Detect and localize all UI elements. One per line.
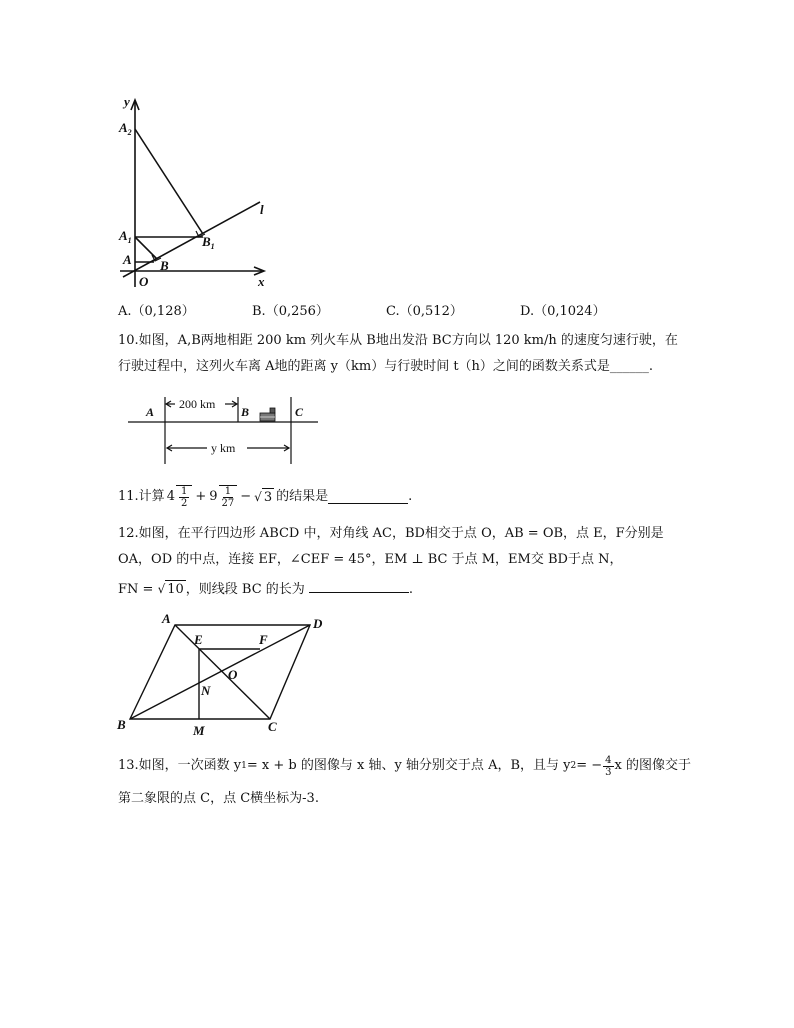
diagonal-bd bbox=[130, 625, 310, 719]
label-a: A bbox=[162, 611, 171, 626]
sqrt-3: 3 bbox=[263, 489, 273, 505]
label-f: F bbox=[259, 632, 268, 647]
label-b1: $B_1$ bbox=[202, 234, 215, 251]
label-200km: 200 km bbox=[179, 397, 216, 411]
q12-line3: FN = √ 10 ，则线段 BC 的长为 . bbox=[118, 579, 413, 599]
label-ykm: y km bbox=[211, 441, 236, 455]
figure-q9 bbox=[110, 92, 280, 297]
figure-q12 bbox=[110, 607, 340, 742]
label-o: O bbox=[228, 667, 238, 682]
label-d: D bbox=[313, 616, 323, 631]
sqrt-one-27th: $\frac{1}{27}$ bbox=[219, 485, 238, 509]
label-c: C bbox=[295, 405, 304, 419]
answer-blank-q11[interactable] bbox=[328, 490, 408, 504]
choice-a: A.（0,128） bbox=[118, 304, 195, 319]
label-a1: $A_1$ bbox=[119, 228, 132, 245]
q13-line1: 13.如图，一次函数 y 1 = x + b 的图像与 x 轴、y 轴分别交于点 A，B，且与 y 2 = − $\frac{4}{3}$ x 的图像交于 bbox=[118, 754, 691, 778]
segment-a1b bbox=[135, 237, 157, 259]
label-e: E bbox=[194, 632, 203, 647]
label-x: x bbox=[258, 274, 265, 289]
q10-line1: 10.如图，A,B两地相距 200 km 列火车从 B地出发沿 BC方向以 120 km/h 的速度匀速行驶，在 bbox=[118, 333, 678, 348]
label-a: A bbox=[146, 405, 155, 419]
q11-line: 11.计算 4 $\frac{1}{2}$ + 9 $\frac{1}{27}$ − √ 3 的结果是 . bbox=[118, 486, 413, 509]
choice-b: B.（0,256） bbox=[252, 304, 329, 319]
q13-line2: 第二象限的点 C，点 C横坐标为-3. bbox=[118, 791, 319, 806]
q12-line1: 12.如图，在平行四边形 ABCD 中，对角线 AC，BD相交于点 O，AB = OB，点 E，F分别是 bbox=[118, 526, 664, 541]
label-b: B bbox=[160, 258, 169, 273]
figure-q10 bbox=[125, 392, 325, 467]
diagonal-ac bbox=[175, 625, 270, 719]
train-icon bbox=[260, 408, 275, 421]
choice-c: C.（0,512） bbox=[386, 304, 463, 319]
label-b: B bbox=[241, 405, 250, 419]
fraction-4-3: $\frac{4}{3}$ bbox=[605, 754, 612, 778]
label-y: y bbox=[124, 94, 130, 109]
label-l: l bbox=[260, 202, 264, 217]
label-b: B bbox=[117, 717, 126, 732]
q12-line2: OA，OD 的中点，连接 EF，∠CEF = 45°，EM ⊥ BC 于点 M，EM交 BD于点 N， bbox=[118, 552, 623, 567]
segment-a2b1 bbox=[135, 129, 203, 234]
label-a2: $A_2$ bbox=[119, 120, 132, 137]
answer-blank-q12[interactable] bbox=[309, 579, 409, 593]
line-l bbox=[123, 202, 260, 277]
label-m: M bbox=[193, 723, 205, 738]
label-c: C bbox=[268, 719, 277, 734]
choice-d: D.（0,1024） bbox=[520, 304, 606, 319]
label-a: A bbox=[123, 252, 132, 267]
q10-line2: 行驶过程中，这列火车离 A地的距离 y（km）与行驶时间 t（h）之间的函数关系式是______. bbox=[118, 359, 654, 374]
label-o: O bbox=[139, 274, 149, 289]
sqrt-half: $\frac{1}{2}$ bbox=[176, 485, 192, 509]
label-n: N bbox=[201, 683, 211, 698]
